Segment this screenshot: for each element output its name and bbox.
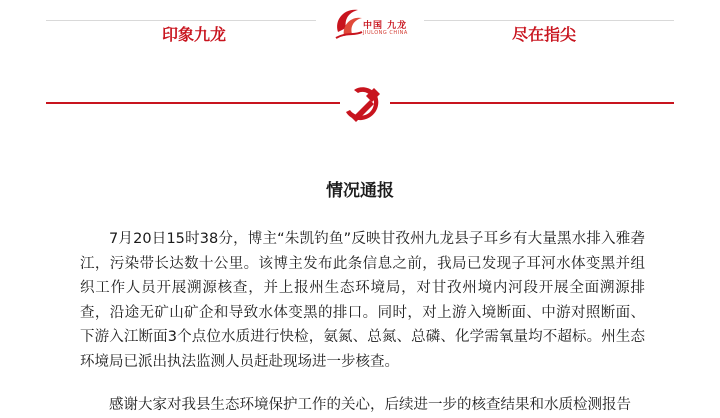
logo-subtext: JIULONG CHINA [363,30,408,36]
nav-link-impression-jiulong[interactable]: 印象九龙 [162,25,227,44]
top-banner [0,0,720,50]
logo-text: 中国 九龙 [363,21,408,31]
nav-divider-right [424,20,674,21]
article-paragraph-continued: 感谢大家对我县生态环境保护工作的关心，后续进一步的核查结果和水质检测报告 [109,397,631,413]
nav-link-at-fingertips[interactable]: 尽在指尖 [512,25,577,44]
party-emblem-icon [340,78,390,128]
article-title: 情况通报 [326,181,394,201]
article-paragraph: 7月20日15时38分，博主“朱凯钓鱼”反映甘孜州九龙县子耳乡有大量黑水排入雅砻江，污染带长达数十公里。该博主发布此条信息之前，我局已发现子耳河水体变黑并组织工作人员开展溯源核查，并上报州生态环境局，对甘孜州境内河段开展全面溯源排查，沿途无矿山矿企和导致水体变黑的排口。同时，对上游入境断面、中游对照断面、下游入江断面3个点位水质进行快检，氨氮、总氮、总磷、化学需氧量均不超标。州生态环境局已派出执法监测人员赶赴现场进一步核查。 [80,231,645,370]
nav-divider-left [46,20,316,21]
